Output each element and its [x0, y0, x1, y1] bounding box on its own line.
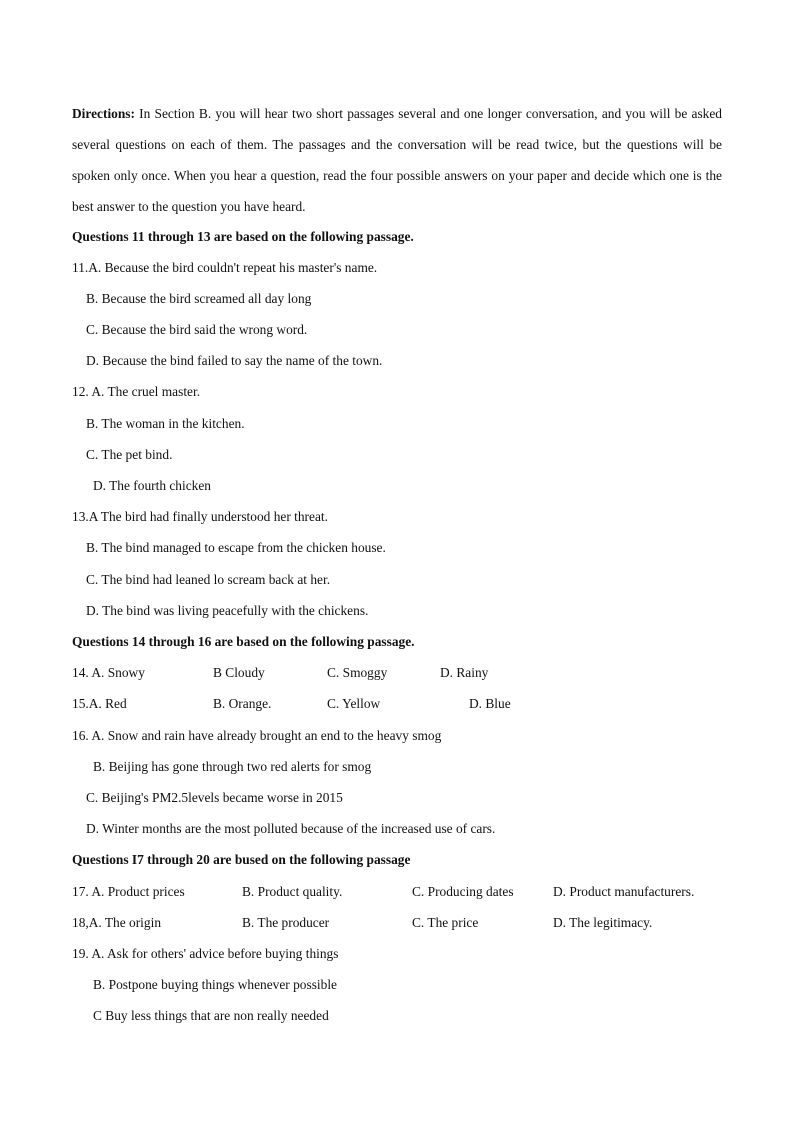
q15-option-c: C. Yellow [327, 696, 381, 711]
q11-option-c: C. Because the bird said the wrong word. [86, 322, 308, 337]
q13-option-c: C. The bind had leaned lo scream back at her. [86, 572, 331, 587]
section-heading-17-20: Questions I7 through 20 are bused on the following passage [72, 852, 411, 867]
q12-option-c: C. The pet bind. [86, 447, 173, 462]
q12-option-a: 12. A. The cruel master. [72, 384, 201, 399]
q12-option-d: D. The fourth chicken [93, 478, 211, 493]
q16-option-d: D. Winter months are the most polluted because of the increased use of cars. [86, 821, 496, 836]
q15-option-d: D. Blue [469, 696, 511, 711]
directions-paragraph [72, 98, 722, 222]
q13-option-a: 13.A The bird had finally understood her threat. [72, 509, 328, 524]
q11-option-a: 11.A. Because the bird couldn't repeat his master's name. [72, 260, 378, 275]
q19-option-b: B. Postpone buying things whenever possible [93, 977, 337, 992]
q18-option-a: 18,A. The origin [72, 915, 162, 930]
section-heading-14-16: Questions 14 through 16 are based on the following passage. [72, 634, 415, 649]
q18-option-c: C. The price [412, 915, 479, 930]
q13-option-d: D. The bind was living peacefully with the chickens. [86, 603, 369, 618]
q14-option-d: D. Rainy [440, 665, 489, 680]
q13-option-b: B. The bind managed to escape from the chicken house. [86, 540, 386, 555]
q17-option-a: 17. A. Product prices [72, 884, 185, 899]
q14-option-b: B Cloudy [213, 665, 265, 680]
q16-option-b: B. Beijing has gone through two red alerts for smog [93, 759, 372, 774]
q15-option-b: B. Orange. [213, 696, 272, 711]
directions-text: In Section B. you will hear two short passages several and one longer conversation, and you will be asked several questions on each of them. The passages and the conversation will be read twice, but the questions will be spoken only once. When you hear a question, read the four possible answers on your paper and decide which one is the best answer to the question you have heard. [72, 106, 722, 214]
directions-label: Directions: [72, 106, 135, 121]
q18-option-b: B. The producer [242, 915, 330, 930]
q19-option-a: 19. A. Ask for others' advice before buying things [72, 946, 339, 961]
q16-option-c: C. Beijing's PM2.5levels became worse in 2015 [86, 790, 343, 805]
q14-option-c: C. Smoggy [327, 665, 388, 680]
q14-option-a: 14. A. Snowy [72, 665, 145, 680]
q17-option-c: C. Producing dates [412, 884, 514, 899]
q17-option-d: D. Product manufacturers. [553, 884, 695, 899]
q17-option-b: B. Product quality. [242, 884, 343, 899]
q15-option-a: 15.A. Red [72, 696, 127, 711]
section-heading-11-13: Questions 11 through 13 are based on the following passage. [72, 229, 414, 244]
q19-option-c: C Buy less things that are non really needed [93, 1008, 329, 1023]
q11-option-d: D. Because the bind failed to say the name of the town. [86, 353, 383, 368]
q16-option-a: 16. A. Snow and rain have already brought an end to the heavy smog [72, 728, 442, 743]
q12-option-b: B. The woman in the kitchen. [86, 416, 245, 431]
q11-option-b: B. Because the bird screamed all day long [86, 291, 312, 306]
q18-option-d: D. The legitimacy. [553, 915, 653, 930]
